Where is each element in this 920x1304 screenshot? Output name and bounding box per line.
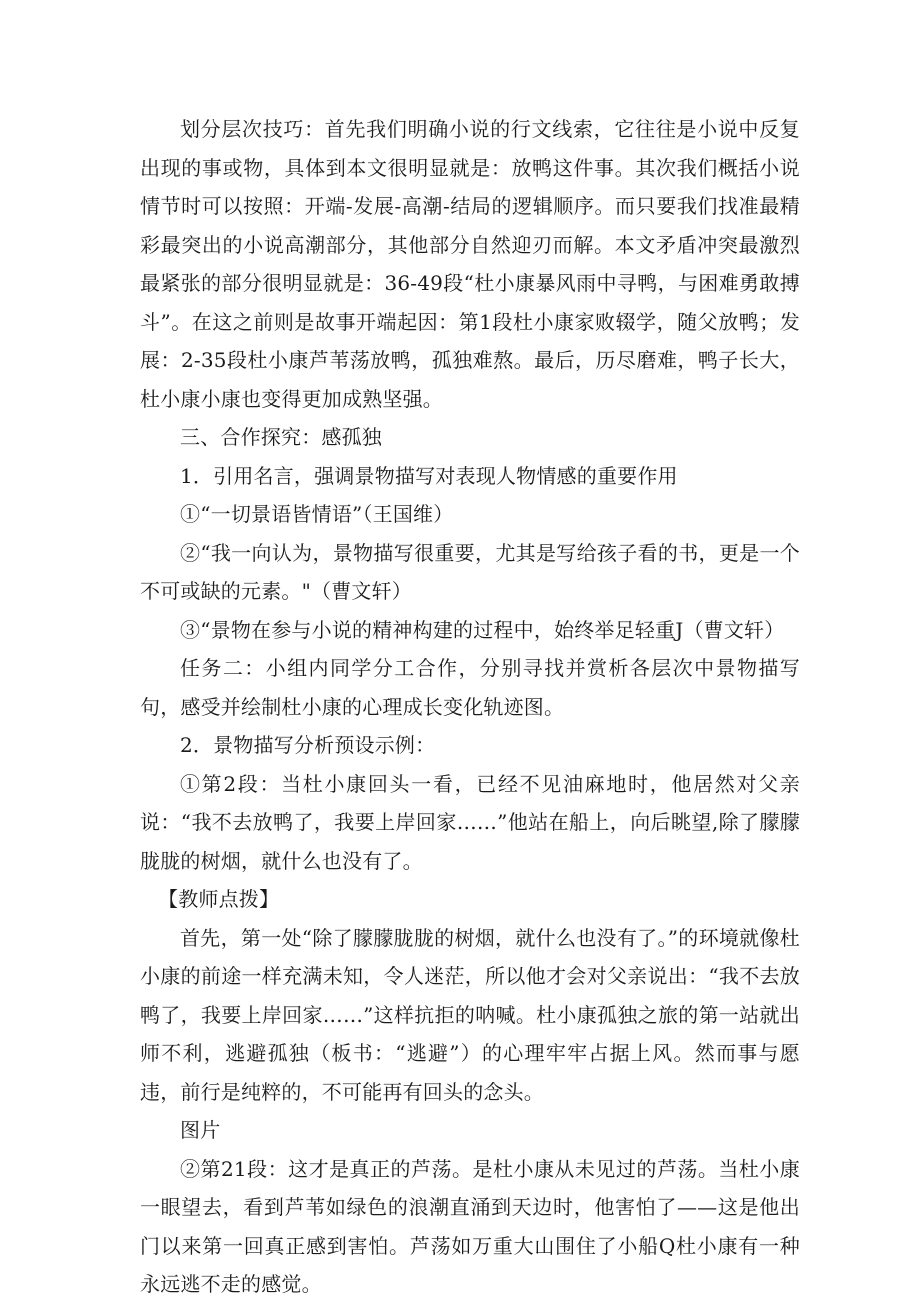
image-placeholder-label: 图片 xyxy=(180,1118,221,1142)
example-paragraph-2: ①第2段：当杜小康回头一看，已经不见油麻地时，他居然对父亲说：“我不去放鸭了，我要上岸回家……”他站在船上，向后眺望,除了朦朦胧胧的树烟，就什么也没有了。 xyxy=(140,771,800,873)
quote-wang-guowei: ①“一切景语皆情语”（王国维） xyxy=(180,502,454,526)
teacher-guidance-text: 首先，第一处“除了朦朦胧胧的树烟，就什么也没有了。”的环境就像杜小康的前途一样充满未知，令人迷茫，所以他才会对父亲说出：“我不去放鸭了，我要上岸回家……”这样抗拒的呐喊。杜小康孤独之旅的第一站就出师不利，逃避孤独（板书：“逃避”）的心理牢牢占据上风。然而事与愿违，前行是纯粹的，不可能再有回头的念头。 xyxy=(140,925,800,1104)
quote-cao-wenxuan-2: ③“景物在参与小说的精神构建的过程中，始终举足轻重J（曹文轩） xyxy=(180,617,785,642)
item-quote-intro: 1．引用名言，强调景物描写对表现人物情感的重要作用 xyxy=(180,463,678,488)
document-body xyxy=(140,110,800,1304)
example-paragraph-21: ②第21段：这才是真正的芦荡。是杜小康从未见过的芦荡。当杜小康一眼望去，看到芦苇如绿色的浪潮直涌到天边时，他害怕了——这是他出门以来第一回真正感到害怕。芦荡如万重大山围住了小船Q杜小康有一种永远逃不走的感觉。 xyxy=(140,1156,800,1296)
task-two: 任务二：小组内同学分工合作，分别寻找并赏析各层次中景物描写句，感受并绘制杜小康的心理成长变化轨迹图。 xyxy=(140,656,800,719)
quote-cao-wenxuan-1: ②“我一向认为，景物描写很重要，尤其是写给孩子看的书，更是一个不可或缺的元素。"（曹文轩） xyxy=(140,540,800,603)
item-scene-analysis: 2．景物描写分析预设示例： xyxy=(180,733,436,757)
section-heading-cooperative-inquiry: 三、合作探究：感孤独 xyxy=(180,425,382,449)
paragraph-layering-technique: 划分层次技巧：首先我们明确小说的行文线索，它往往是小说中反复出现的事或物，具体到本文很明显就是：放鸭这件事。其次我们概括小说情节时可以按照：开端-发展-高潮-结局的逻辑顺序。而只要我们找准最精彩最突出的小说高潮部分，其他部分自然迎刃而解。本文矛盾冲突最激烈最紧张的部分很明显就是：36-49段“杜小康暴风雨中寻鸭，与困难勇敢搏斗”。在这之前则是故事开端起因：第1段杜小康家败辍学，随父放鸭；发展：2-35段杜小康芦苇荡放鸭，孤独难熬。最后，历尽磨难，鸭子长大，杜小康小康也变得更加成熟坚强。 xyxy=(140,117,800,411)
teacher-guidance-label: 【教师点拨】 xyxy=(158,887,280,911)
